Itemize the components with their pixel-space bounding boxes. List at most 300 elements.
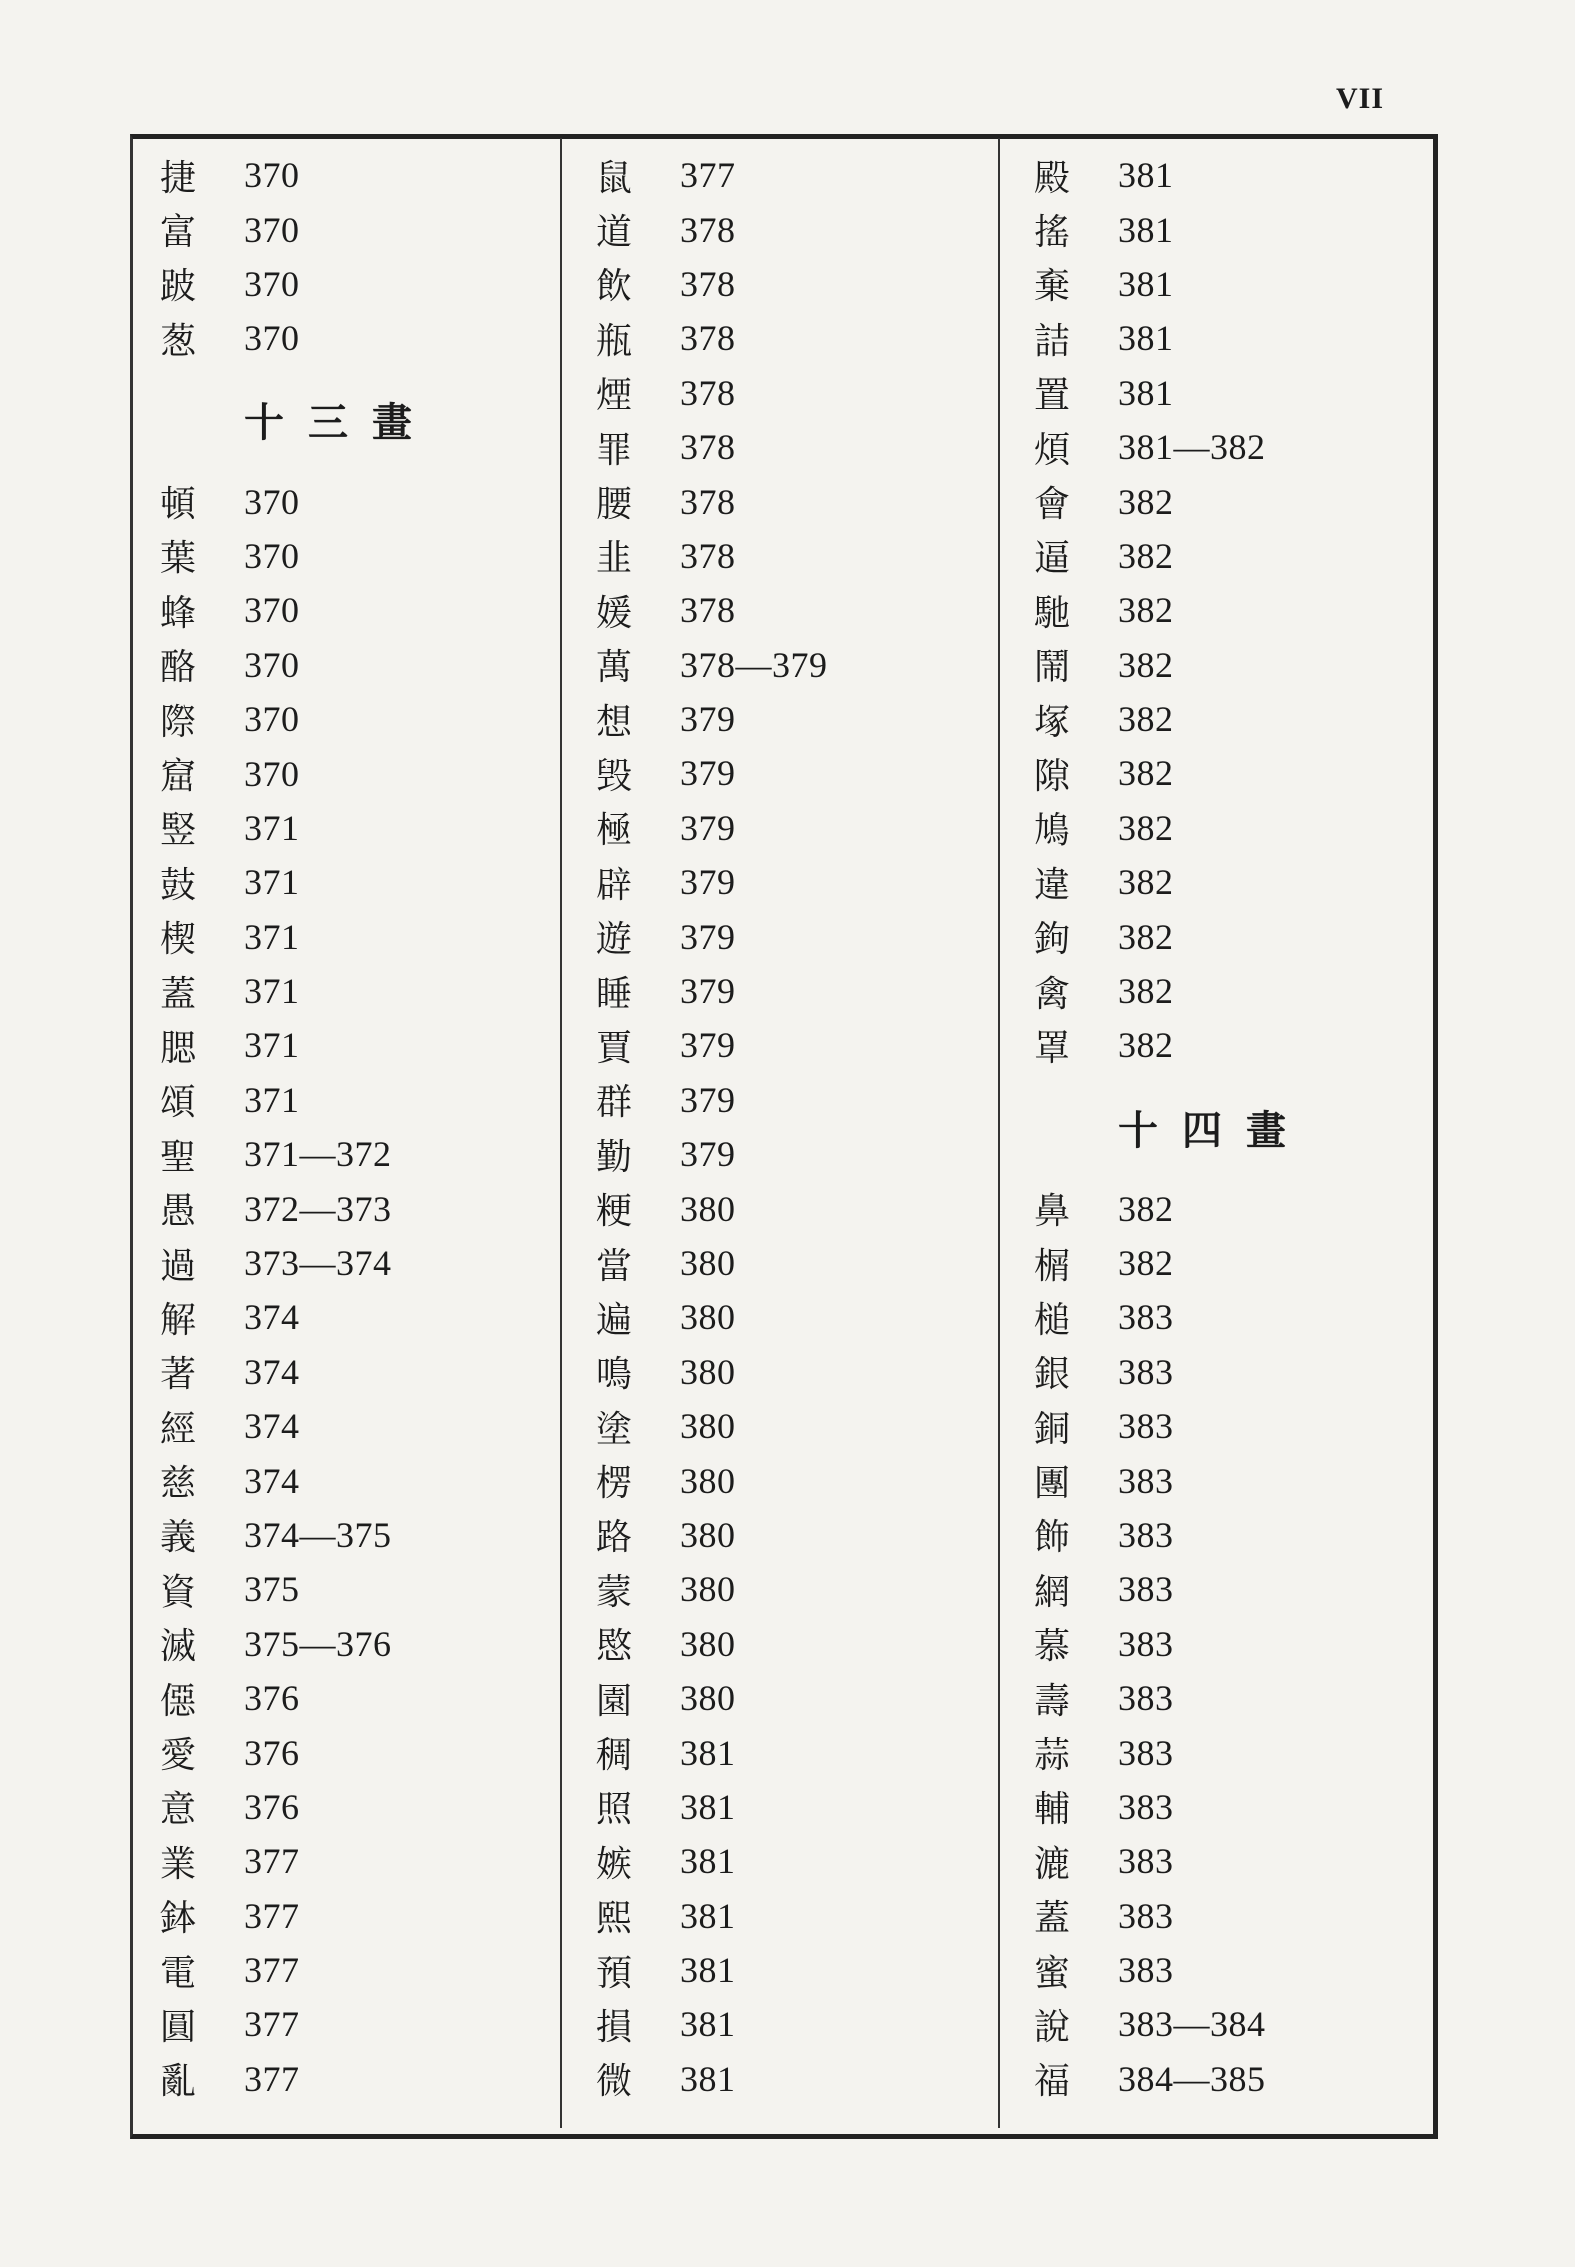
entry-character: 鳩 xyxy=(1034,810,1071,852)
index-entry xyxy=(160,1617,590,1671)
entry-page-ref: 382 xyxy=(1118,916,1174,957)
index-entry xyxy=(160,909,590,963)
index-entry xyxy=(1034,1671,1464,1725)
entry-character: 蜜 xyxy=(1034,1952,1071,1994)
entry-character: 飾 xyxy=(1034,1517,1071,1559)
entry-character: 媛 xyxy=(596,592,633,634)
index-entry xyxy=(596,1453,1026,1507)
index-entry xyxy=(596,1725,1026,1779)
entry-character: 園 xyxy=(596,1680,633,1722)
index-entry xyxy=(160,1181,590,1235)
entry-page-ref: 370 xyxy=(244,590,300,631)
entry-page-ref: 381 xyxy=(680,1786,736,1827)
entry-character: 會 xyxy=(1034,484,1071,526)
index-entry xyxy=(596,257,1026,311)
index-entry xyxy=(160,1073,590,1127)
entry-character: 當 xyxy=(596,1245,633,1287)
entry-character: 毁 xyxy=(596,755,633,797)
entry-character: 鼻 xyxy=(1034,1191,1071,1233)
entry-page-ref: 381 xyxy=(680,2004,736,2045)
entry-page-ref: 370 xyxy=(244,644,300,685)
entry-page-ref: 378 xyxy=(680,481,736,522)
entry-character: 著 xyxy=(160,1354,197,1396)
entry-page-ref: 378 xyxy=(680,427,736,468)
index-entry xyxy=(596,1181,1026,1235)
entry-page-ref: 374—375 xyxy=(244,1514,392,1555)
entry-page-ref: 381 xyxy=(1118,155,1174,196)
entry-character: 鳴 xyxy=(596,1354,633,1396)
index-entry xyxy=(596,1562,1026,1616)
index-entry xyxy=(160,311,590,365)
index-entry xyxy=(160,1127,590,1181)
entry-page-ref: 370 xyxy=(244,263,300,304)
index-entry xyxy=(160,746,590,800)
entry-page-ref: 378 xyxy=(680,372,736,413)
index-entry xyxy=(596,1127,1026,1181)
entry-character: 蒙 xyxy=(596,1571,633,1613)
entry-page-ref: 380 xyxy=(680,1514,736,1555)
entry-character: 跛 xyxy=(160,266,197,308)
entry-page-ref: 380 xyxy=(680,1406,736,1447)
entry-page-ref: 383 xyxy=(1118,1895,1174,1936)
index-entry xyxy=(160,474,590,528)
index-entry xyxy=(160,148,590,202)
index-entry xyxy=(1034,1399,1464,1453)
entry-character: 楔 xyxy=(160,919,197,961)
entry-page-ref: 370 xyxy=(244,753,300,794)
entry-page-ref: 379 xyxy=(680,916,736,957)
entry-page-ref: 380 xyxy=(680,1188,736,1229)
index-entry xyxy=(1034,1345,1464,1399)
index-entry xyxy=(160,1453,590,1507)
entry-character: 鼠 xyxy=(596,157,633,199)
index-column-1 xyxy=(160,148,590,2106)
entry-page-ref: 380 xyxy=(680,1569,736,1610)
entry-page-ref: 382 xyxy=(1118,481,1174,522)
index-entry xyxy=(1034,1834,1464,1888)
index-entry xyxy=(596,366,1026,420)
entry-page-ref: 374 xyxy=(244,1297,300,1338)
entry-page-ref: 379 xyxy=(680,753,736,794)
entry-page-ref: 381 xyxy=(680,1732,736,1773)
index-entry xyxy=(160,855,590,909)
entry-character: 禽 xyxy=(1034,973,1071,1015)
entry-page-ref: 375 xyxy=(244,1569,300,1610)
index-entry xyxy=(160,1834,590,1888)
entry-page-ref: 383—384 xyxy=(1118,2004,1266,2045)
index-entry xyxy=(596,638,1026,692)
entry-page-ref: 378 xyxy=(680,535,736,576)
entry-character: 勤 xyxy=(596,1136,633,1178)
entry-page-ref: 379 xyxy=(680,699,736,740)
entry-page-ref: 382 xyxy=(1118,753,1174,794)
index-entry xyxy=(160,583,590,637)
entry-page-ref: 376 xyxy=(244,1678,300,1719)
entry-character: 解 xyxy=(160,1299,197,1341)
entry-page-ref: 371 xyxy=(244,1079,300,1120)
entry-character: 極 xyxy=(596,810,633,852)
entry-character: 瓶 xyxy=(596,320,633,362)
entry-character: 愍 xyxy=(596,1626,633,1668)
entry-page-ref: 377 xyxy=(244,2058,300,2099)
entry-page-ref: 372—373 xyxy=(244,1188,392,1229)
index-entry xyxy=(1034,1725,1464,1779)
index-entry xyxy=(160,1508,590,1562)
stroke-count-heading xyxy=(160,366,590,475)
entry-character: 蜂 xyxy=(160,592,197,634)
entry-character: 經 xyxy=(160,1408,197,1450)
entry-page-ref: 383 xyxy=(1118,1732,1174,1773)
entry-character: 頌 xyxy=(160,1082,197,1124)
index-entry xyxy=(160,1943,590,1997)
entry-character: 團 xyxy=(1034,1463,1071,1505)
entry-character: 過 xyxy=(160,1245,197,1287)
stroke-count-heading xyxy=(1034,1073,1464,1182)
index-entry xyxy=(1034,1018,1464,1072)
index-entry xyxy=(1034,1453,1464,1507)
index-entry xyxy=(596,1399,1026,1453)
entry-page-ref: 383 xyxy=(1118,1569,1174,1610)
entry-page-ref: 379 xyxy=(680,1134,736,1175)
index-entry xyxy=(1034,1889,1464,1943)
entry-page-ref: 378 xyxy=(680,209,736,250)
entry-character: 損 xyxy=(596,2006,633,2048)
entry-character: 棄 xyxy=(1034,266,1071,308)
entry-page-ref: 374 xyxy=(244,1351,300,1392)
entry-page-ref: 377 xyxy=(244,1950,300,1991)
entry-page-ref: 381 xyxy=(1118,209,1174,250)
entry-character: 鉢 xyxy=(160,1898,197,1940)
entry-character: 槌 xyxy=(1034,1299,1071,1341)
entry-character: 路 xyxy=(596,1517,633,1559)
entry-character: 鼓 xyxy=(160,864,197,906)
index-entry xyxy=(160,1018,590,1072)
index-entry xyxy=(160,964,590,1018)
index-entry xyxy=(1034,1181,1464,1235)
index-entry xyxy=(596,692,1026,746)
index-entry xyxy=(1034,1997,1464,2051)
entry-character: 窟 xyxy=(160,756,197,797)
index-entry xyxy=(160,638,590,692)
entry-page-ref: 370 xyxy=(244,318,300,359)
entry-character: 辟 xyxy=(596,864,633,906)
index-entry xyxy=(160,2052,590,2106)
index-entry xyxy=(1034,148,1464,202)
index-entry xyxy=(596,1508,1026,1562)
index-entry xyxy=(160,1671,590,1725)
index-entry xyxy=(1034,964,1464,1018)
index-entry xyxy=(1034,311,1464,365)
entry-character: 銀 xyxy=(1034,1354,1071,1396)
entry-character: 嫉 xyxy=(596,1843,633,1885)
entry-page-ref: 380 xyxy=(680,1678,736,1719)
entry-character: 漉 xyxy=(1034,1843,1071,1885)
index-entry xyxy=(1034,1617,1464,1671)
entry-page-ref: 379 xyxy=(680,807,736,848)
index-entry xyxy=(1034,692,1464,746)
entry-page-ref: 371 xyxy=(244,807,300,848)
entry-character: 罪 xyxy=(596,429,633,471)
entry-page-ref: 380 xyxy=(680,1460,736,1501)
entry-character: 賈 xyxy=(596,1027,633,1069)
entry-character: 殿 xyxy=(1034,157,1071,199)
entry-character: 蓋 xyxy=(160,973,197,1015)
entry-page-ref: 373—374 xyxy=(244,1243,392,1284)
entry-character: 道 xyxy=(596,212,633,254)
entry-character: 詰 xyxy=(1034,320,1071,362)
index-entry xyxy=(160,1725,590,1779)
entry-character: 竪 xyxy=(160,810,197,852)
index-entry xyxy=(160,1889,590,1943)
entry-page-ref: 370 xyxy=(244,699,300,740)
entry-page-ref: 383 xyxy=(1118,1950,1174,1991)
index-entry xyxy=(160,529,590,583)
entry-character: 說 xyxy=(1034,2006,1071,2048)
entry-page-ref: 380 xyxy=(680,1351,736,1392)
index-entry xyxy=(160,1345,590,1399)
entry-character: 際 xyxy=(160,701,197,743)
entry-page-ref: 382 xyxy=(1118,699,1174,740)
entry-character: 壽 xyxy=(1034,1680,1071,1722)
entry-character: 滅 xyxy=(160,1626,197,1668)
index-entry xyxy=(160,692,590,746)
index-entry xyxy=(596,2052,1026,2106)
entry-character: 圓 xyxy=(160,2006,197,2048)
index-entry xyxy=(160,1562,590,1616)
entry-page-ref: 380 xyxy=(680,1297,736,1338)
index-entry xyxy=(596,311,1026,365)
entry-page-ref: 371 xyxy=(244,916,300,957)
index-entry xyxy=(596,1780,1026,1834)
index-entry xyxy=(1034,202,1464,256)
index-entry xyxy=(596,1073,1026,1127)
entry-character: 遍 xyxy=(596,1299,633,1341)
entry-page-ref: 382 xyxy=(1118,971,1174,1012)
entry-page-ref: 376 xyxy=(244,1732,300,1773)
entry-page-ref: 378 xyxy=(680,318,736,359)
index-entry xyxy=(596,801,1026,855)
index-entry xyxy=(596,909,1026,963)
entry-character: 福 xyxy=(1034,2061,1071,2103)
index-entry xyxy=(1034,1943,1464,1997)
index-entry xyxy=(1034,1290,1464,1344)
entry-character: 亂 xyxy=(160,2061,197,2103)
entry-character: 富 xyxy=(160,212,197,254)
entry-page-ref: 381 xyxy=(680,1841,736,1882)
entry-character: 睡 xyxy=(596,973,633,1015)
index-column-2 xyxy=(596,148,1026,2106)
entry-page-ref: 382 xyxy=(1118,1243,1174,1284)
index-entry xyxy=(596,1345,1026,1399)
index-entry xyxy=(160,1399,590,1453)
entry-character: 僫 xyxy=(160,1680,197,1722)
entry-character: 輔 xyxy=(1034,1789,1071,1831)
entry-page-ref: 381 xyxy=(680,1950,736,1991)
entry-character: 煙 xyxy=(596,375,633,417)
entry-character: 資 xyxy=(160,1571,197,1613)
index-entry xyxy=(1034,746,1464,800)
index-entry xyxy=(1034,909,1464,963)
entry-page-ref: 378 xyxy=(680,590,736,631)
entry-character: 搖 xyxy=(1034,212,1071,254)
index-entry xyxy=(596,202,1026,256)
index-column-3 xyxy=(1034,148,1464,2106)
entry-character: 聖 xyxy=(160,1136,197,1178)
entry-character: 銅 xyxy=(1034,1408,1071,1450)
entry-character: 義 xyxy=(160,1517,197,1559)
entry-page-ref: 381 xyxy=(680,1895,736,1936)
entry-character: 頓 xyxy=(160,484,197,526)
index-entry xyxy=(596,1889,1026,1943)
entry-character: 愛 xyxy=(160,1735,197,1777)
index-entry xyxy=(1034,474,1464,528)
entry-character: 酪 xyxy=(160,647,197,689)
entry-character: 蒜 xyxy=(1034,1735,1071,1777)
entry-character: 慈 xyxy=(160,1463,197,1505)
entry-page-ref: 371 xyxy=(244,971,300,1012)
index-entry xyxy=(1034,1508,1464,1562)
index-entry xyxy=(596,1943,1026,1997)
entry-character: 萬 xyxy=(596,647,633,689)
entry-character: 業 xyxy=(160,1843,197,1885)
index-entry xyxy=(596,1290,1026,1344)
index-entry xyxy=(596,746,1026,800)
index-entry xyxy=(596,529,1026,583)
entry-page-ref: 383 xyxy=(1118,1351,1174,1392)
entry-page-ref: 377 xyxy=(244,2004,300,2045)
heading-text: 十三畫 xyxy=(244,399,436,447)
entry-page-ref: 381 xyxy=(1118,263,1174,304)
index-entry xyxy=(1034,529,1464,583)
index-entry xyxy=(160,1997,590,2051)
entry-page-ref: 383 xyxy=(1118,1406,1174,1447)
entry-character: 馳 xyxy=(1034,592,1071,634)
index-entry xyxy=(1034,1562,1464,1616)
entry-character: 楞 xyxy=(596,1463,633,1505)
entry-character: 煩 xyxy=(1034,429,1071,471)
index-entry xyxy=(1034,583,1464,637)
entry-character: 隙 xyxy=(1034,755,1071,797)
entry-page-ref: 383 xyxy=(1118,1623,1174,1664)
entry-page-ref: 379 xyxy=(680,862,736,903)
entry-character: 照 xyxy=(596,1789,633,1831)
index-entry xyxy=(160,257,590,311)
entry-character: 熙 xyxy=(596,1898,633,1940)
entry-page-ref: 380 xyxy=(680,1243,736,1283)
index-entry xyxy=(596,1834,1026,1888)
entry-character: 葉 xyxy=(160,538,197,580)
entry-page-ref: 377 xyxy=(244,1895,300,1936)
entry-page-ref: 380 xyxy=(680,1623,736,1664)
index-entry xyxy=(596,1018,1026,1072)
entry-character: 飲 xyxy=(596,266,633,308)
page-number: VII xyxy=(1336,82,1385,115)
entry-character: 塗 xyxy=(596,1408,633,1450)
entry-page-ref: 383 xyxy=(1118,1460,1174,1501)
entry-page-ref: 370 xyxy=(244,209,300,250)
index-entry xyxy=(1034,2052,1464,2106)
entry-character: 網 xyxy=(1034,1571,1071,1613)
index-entry xyxy=(596,855,1026,909)
entry-page-ref: 376 xyxy=(244,1786,300,1827)
entry-character: 鬧 xyxy=(1034,647,1071,689)
entry-page-ref: 377 xyxy=(244,1841,300,1882)
entry-page-ref: 378 xyxy=(680,263,736,304)
entry-character: 慕 xyxy=(1034,1626,1071,1668)
index-entry xyxy=(1034,257,1464,311)
entry-page-ref: 377 xyxy=(680,155,736,196)
entry-page-ref: 382 xyxy=(1118,535,1174,576)
entry-page-ref: 382 xyxy=(1118,807,1174,848)
index-entry xyxy=(596,1671,1026,1725)
index-entry xyxy=(160,1290,590,1344)
index-entry xyxy=(596,583,1026,637)
index-entry xyxy=(596,1997,1026,2051)
entry-page-ref: 383 xyxy=(1118,1786,1174,1827)
entry-page-ref: 370 xyxy=(244,155,300,196)
entry-page-ref: 383 xyxy=(1118,1297,1174,1338)
entry-page-ref: 381—382 xyxy=(1118,427,1266,468)
index-entry xyxy=(596,148,1026,202)
index-entry xyxy=(596,1617,1026,1671)
entry-page-ref: 381 xyxy=(1118,372,1174,413)
entry-character: 違 xyxy=(1034,864,1071,906)
entry-character: 鉤 xyxy=(1034,919,1071,961)
entry-character: 榍 xyxy=(1034,1245,1071,1287)
index-entry xyxy=(1034,420,1464,474)
index-entry xyxy=(596,474,1026,528)
entry-character: 腰 xyxy=(596,484,633,526)
entry-page-ref: 371—372 xyxy=(244,1134,392,1175)
entry-character: 愚 xyxy=(160,1191,197,1233)
entry-character: 粳 xyxy=(596,1191,633,1233)
entry-page-ref: 383 xyxy=(1118,1678,1174,1719)
entry-page-ref: 370 xyxy=(244,535,300,576)
index-entry xyxy=(1034,855,1464,909)
entry-page-ref: 374 xyxy=(244,1406,300,1447)
index-entry xyxy=(1034,366,1464,420)
entry-character: 葱 xyxy=(160,320,197,362)
index-entry xyxy=(596,964,1026,1018)
entry-character: 遊 xyxy=(596,919,633,961)
entry-page-ref: 371 xyxy=(244,862,300,903)
heading-text: 十四畫 xyxy=(1118,1106,1310,1154)
entry-character: 逼 xyxy=(1034,538,1071,580)
entry-character: 群 xyxy=(596,1082,633,1124)
entry-character: 想 xyxy=(596,701,633,743)
entry-character: 電 xyxy=(160,1952,197,1994)
entry-page-ref: 379 xyxy=(680,1025,736,1066)
entry-character: 意 xyxy=(160,1789,197,1831)
entry-page-ref: 382 xyxy=(1118,590,1174,631)
entry-page-ref: 381 xyxy=(680,2058,736,2099)
entry-page-ref: 382 xyxy=(1118,644,1174,685)
index-entry xyxy=(1034,801,1464,855)
entry-character: 腮 xyxy=(160,1027,197,1069)
entry-page-ref: 382 xyxy=(1118,1188,1174,1229)
index-entry xyxy=(160,202,590,256)
entry-page-ref: 383 xyxy=(1118,1514,1174,1555)
index-entry xyxy=(1034,638,1464,692)
entry-page-ref: 383 xyxy=(1118,1841,1174,1882)
entry-character: 塚 xyxy=(1034,701,1071,743)
entry-character: 韭 xyxy=(596,538,633,580)
entry-page-ref: 382 xyxy=(1118,862,1174,903)
index-entry xyxy=(1034,1236,1464,1290)
index-entry xyxy=(160,801,590,855)
entry-page-ref: 382 xyxy=(1118,1025,1174,1066)
entry-character: 罩 xyxy=(1034,1027,1071,1069)
